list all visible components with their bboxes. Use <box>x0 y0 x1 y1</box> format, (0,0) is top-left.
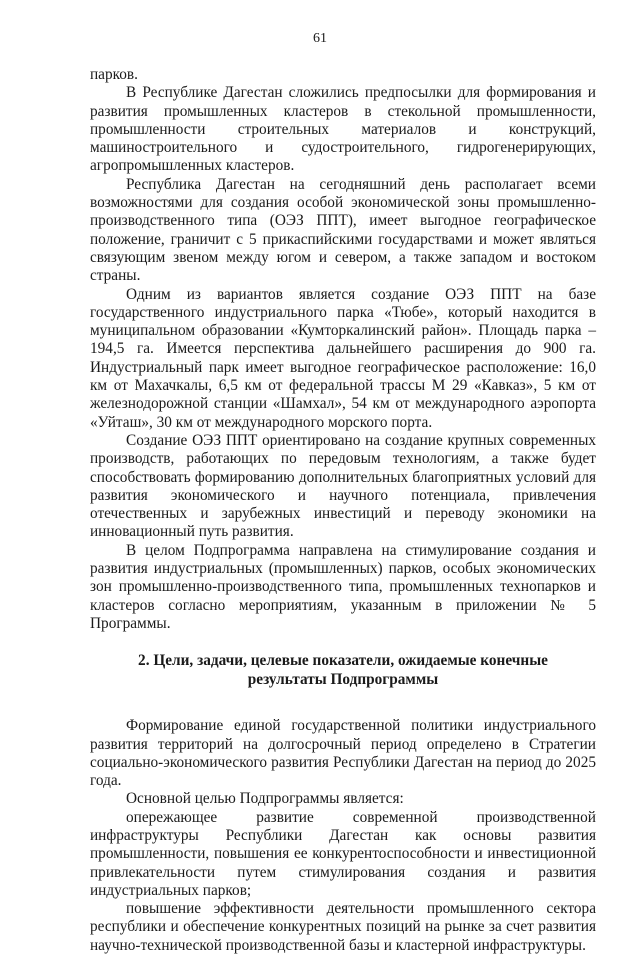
paragraph-0: парков. <box>90 66 138 83</box>
section-heading <box>90 651 596 689</box>
paragraph-1: В Республике Дагестан сложились предпосылки для формирования и развития промышленных кластеров в стекольной промышленности, промышленности строительных материалов и конструкций, машиностроительного и судостроительного, гидрогенерирующих, агропромышленных кластеров. <box>90 84 596 175</box>
paragraph-3: Одним из вариантов является создание ОЭЗ ППТ на базе государственного индустриального парка «Тюбе», который находится в муниципальном образовании «Кумторкалинский район». Площадь парка – 194,5 га. Имеется перспектива дальнейшего расширения до 900 га. Индустриальный парк имеет выгодное географическое расположение: 16,0 км от Махачкалы, 6,5 км от федеральной трассы М 29 «Кавказ», 5 км от железнодорожной станции «Шамхал», 54 км от международного аэропорта «Уйташ», 30 км от международного морского порта. <box>90 285 596 431</box>
section-heading-line-1: 2. Цели, задачи, целевые показатели, ожидаемые конечные <box>138 652 548 670</box>
section-heading-line-2: результаты Подпрограммы <box>247 671 439 689</box>
document-body <box>90 66 596 955</box>
paragraph-9: повышение эффективности деятельности промышленного сектора республики и обеспечение конкурентных позиций на рынке за счет развития научно-технической производственной базы и кластерной инфраструктуры. <box>90 900 596 954</box>
paragraph-4: Создание ОЭЗ ППТ ориентировано на создание крупных современных производств, работающих по передовым технологиям, а также будет способствовать формированию дополнительных благоприятных условий для развития экономического и научного потенциала, привлечения отечественных и зарубежных инвестиций и переводу экономики на инновационный путь развития. <box>90 431 596 541</box>
paragraph-2: Республика Дагестан на сегодняшний день располагает всеми возможностями для создания особой экономической зоны промышленно-производственного типа (ОЭЗ ППТ), имеет выгодное географическое положение, граничит с 5 прикаспийскими государствами и может являться связующим звеном между югом и севером, а также западом и востоком страны. <box>90 175 596 285</box>
paragraph-8: опережающее развитие современной производственной инфраструктуры Республики Дагестан как основы развития промышленности, повышения ее конкурентоспособности и инвестиционной привлекательности путем стимулирования создания и развития индустриальных парков; <box>90 808 596 899</box>
paragraph-7: Основной целью Подпрограммы является: <box>126 790 404 808</box>
paragraph-6: Формирование единой государственной политики индустриального развития территорий на долгосрочный период определено в Стратегии социально-экономического развития Республики Дагестан на период до 2025 года. <box>90 717 596 790</box>
paragraph-5: В целом Подпрограмма направлена на стимулирование создания и развития индустриальных (промышленных) парков, особых экономических зон промышленно-производственного типа, промышленных технопарков и кластеров согласно мероприятиям, указанным в приложении № 5 Программы. <box>90 541 596 632</box>
page-number: 61 <box>313 31 327 46</box>
